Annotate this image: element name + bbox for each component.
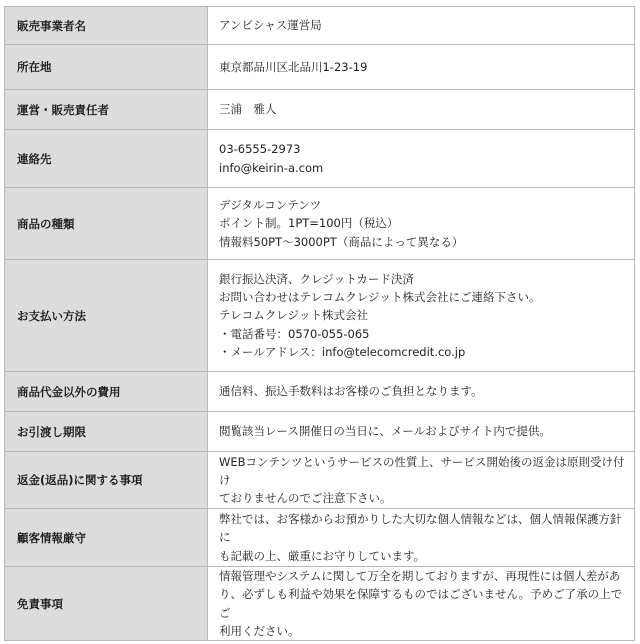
table-row (5, 567, 635, 641)
row-value (208, 188, 635, 260)
table-row (5, 452, 635, 509)
value-line: 銀行振込決済、クレジットカード決済 (219, 271, 414, 286)
value-line: 情報料50PT〜3000PT（商品によって異なる） (219, 234, 464, 249)
value-line: 三浦 雅人 (219, 102, 277, 117)
row-label: 返金(返品)に関する事項 (5, 452, 208, 509)
row-label: 販売事業者名 (5, 7, 208, 45)
table-row (5, 130, 635, 188)
row-value (208, 45, 635, 90)
table-row (5, 45, 635, 90)
row-value (208, 509, 635, 567)
table-row (5, 7, 635, 45)
row-label: 商品代金以外の費用 (5, 372, 208, 412)
value-line: ・メールアドレス：info@telecomcredit.co.jp (219, 344, 466, 359)
table-row (5, 188, 635, 260)
table-row (5, 90, 635, 130)
row-label: 所在地 (5, 45, 208, 90)
row-value (208, 567, 635, 641)
value-line: WEBコンテンツというサービスの性質上、サービス開始後の返金は原則受け付け (219, 454, 625, 487)
table-row (5, 412, 635, 452)
value-line: 閲覧該当レース開催日の当日に、メールおよびサイト内で提供。 (219, 424, 551, 439)
value-line: 東京都品川区北品川1-23-19 (219, 59, 368, 74)
value-line: アンビシャス運営局 (219, 18, 322, 33)
row-value (208, 372, 635, 412)
value-line: も記載の上、厳重にお守りしています。 (219, 548, 426, 563)
row-label: 免責事項 (5, 567, 208, 641)
value-line: お問い合わせはテレコムクレジット株式会社にご連絡下さい。 (219, 290, 541, 305)
value-line: ておりませんのでご注意下さい。 (219, 491, 392, 506)
row-label: 連絡先 (5, 130, 208, 188)
value-line: テレコムクレジット株式会社 (219, 308, 368, 323)
table-row (5, 372, 635, 412)
email-address: info@keirin-a.com (219, 160, 324, 175)
table-row (5, 509, 635, 567)
value-line: 弊社では、お客様からお預かりした大切な個人情報などは、個人情報保護方針に (219, 512, 622, 545)
row-value (208, 7, 635, 45)
row-value (208, 412, 635, 452)
value-line: り、必ずしも利益や効果を保障するものではございません。予めご了承の上でご (219, 587, 623, 620)
value-line: 利用ください。 (219, 623, 300, 638)
row-label: 商品の種類 (5, 188, 208, 260)
phone-number: 03-6555-2973 (219, 142, 301, 157)
value-line: ・電話番号：0570-055-065 (219, 326, 370, 341)
row-value (208, 90, 635, 130)
row-label: 運営・販売責任者 (5, 90, 208, 130)
value-line: 通信料、振込手数料はお客様のご負担となります。 (219, 384, 483, 399)
row-value (208, 260, 635, 372)
row-label: お引渡し期限 (5, 412, 208, 452)
value-line: 情報管理やシステムに関して万全を期しておりますが、再現性には個人差があ (219, 569, 621, 584)
row-label: お支払い方法 (5, 260, 208, 372)
business-info-table (4, 6, 635, 641)
value-line: ポイント制。1PT=100円（税込） (219, 216, 399, 231)
value-line: デジタルコンテンツ (219, 198, 322, 213)
row-value (208, 452, 635, 509)
row-label: 顧客情報厳守 (5, 509, 208, 567)
table-row (5, 260, 635, 372)
row-value (208, 130, 635, 188)
